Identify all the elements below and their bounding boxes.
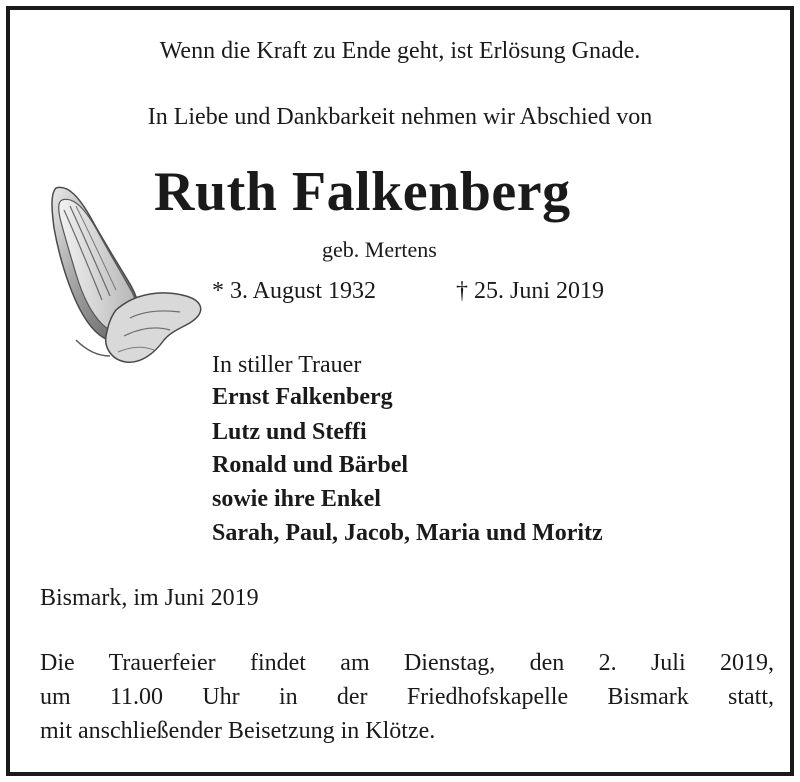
place-date: Bismark, im Juni 2019	[40, 585, 259, 611]
mourners-heading: In stiller Trauer	[212, 352, 362, 378]
maiden-name: geb. Mertens	[322, 237, 437, 262]
funeral-info	[40, 646, 774, 748]
mourner-line: sowie ihre Enkel	[212, 486, 381, 512]
funeral-line: Die Trauerfeier findet am Dienstag, den 2. Juli 2019,	[40, 650, 774, 676]
obituary-notice	[6, 6, 794, 776]
mourner-line: Sarah, Paul, Jacob, Maria und Moritz	[212, 520, 603, 546]
mourner-line: Ernst Falkenberg	[212, 384, 393, 410]
mourner-line: Lutz und Steffi	[212, 419, 367, 445]
motto: Wenn die Kraft zu Ende geht, ist Erlösung Gnade.	[159, 38, 641, 64]
intro-line: In Liebe und Dankbarkeit nehmen wir Abschied von	[147, 104, 653, 130]
birth-date: * 3. August 1932	[212, 278, 377, 304]
funeral-line: mit anschließender Beisetzung in Klötze.	[40, 718, 436, 744]
funeral-line: um 11.00 Uhr in der Friedhofskapelle Bismark statt,	[40, 684, 774, 710]
death-date: † 25. Juni 2019	[456, 278, 605, 304]
deceased-name: Ruth Falkenberg	[154, 161, 571, 223]
mourner-line: Ronald und Bärbel	[212, 452, 409, 478]
